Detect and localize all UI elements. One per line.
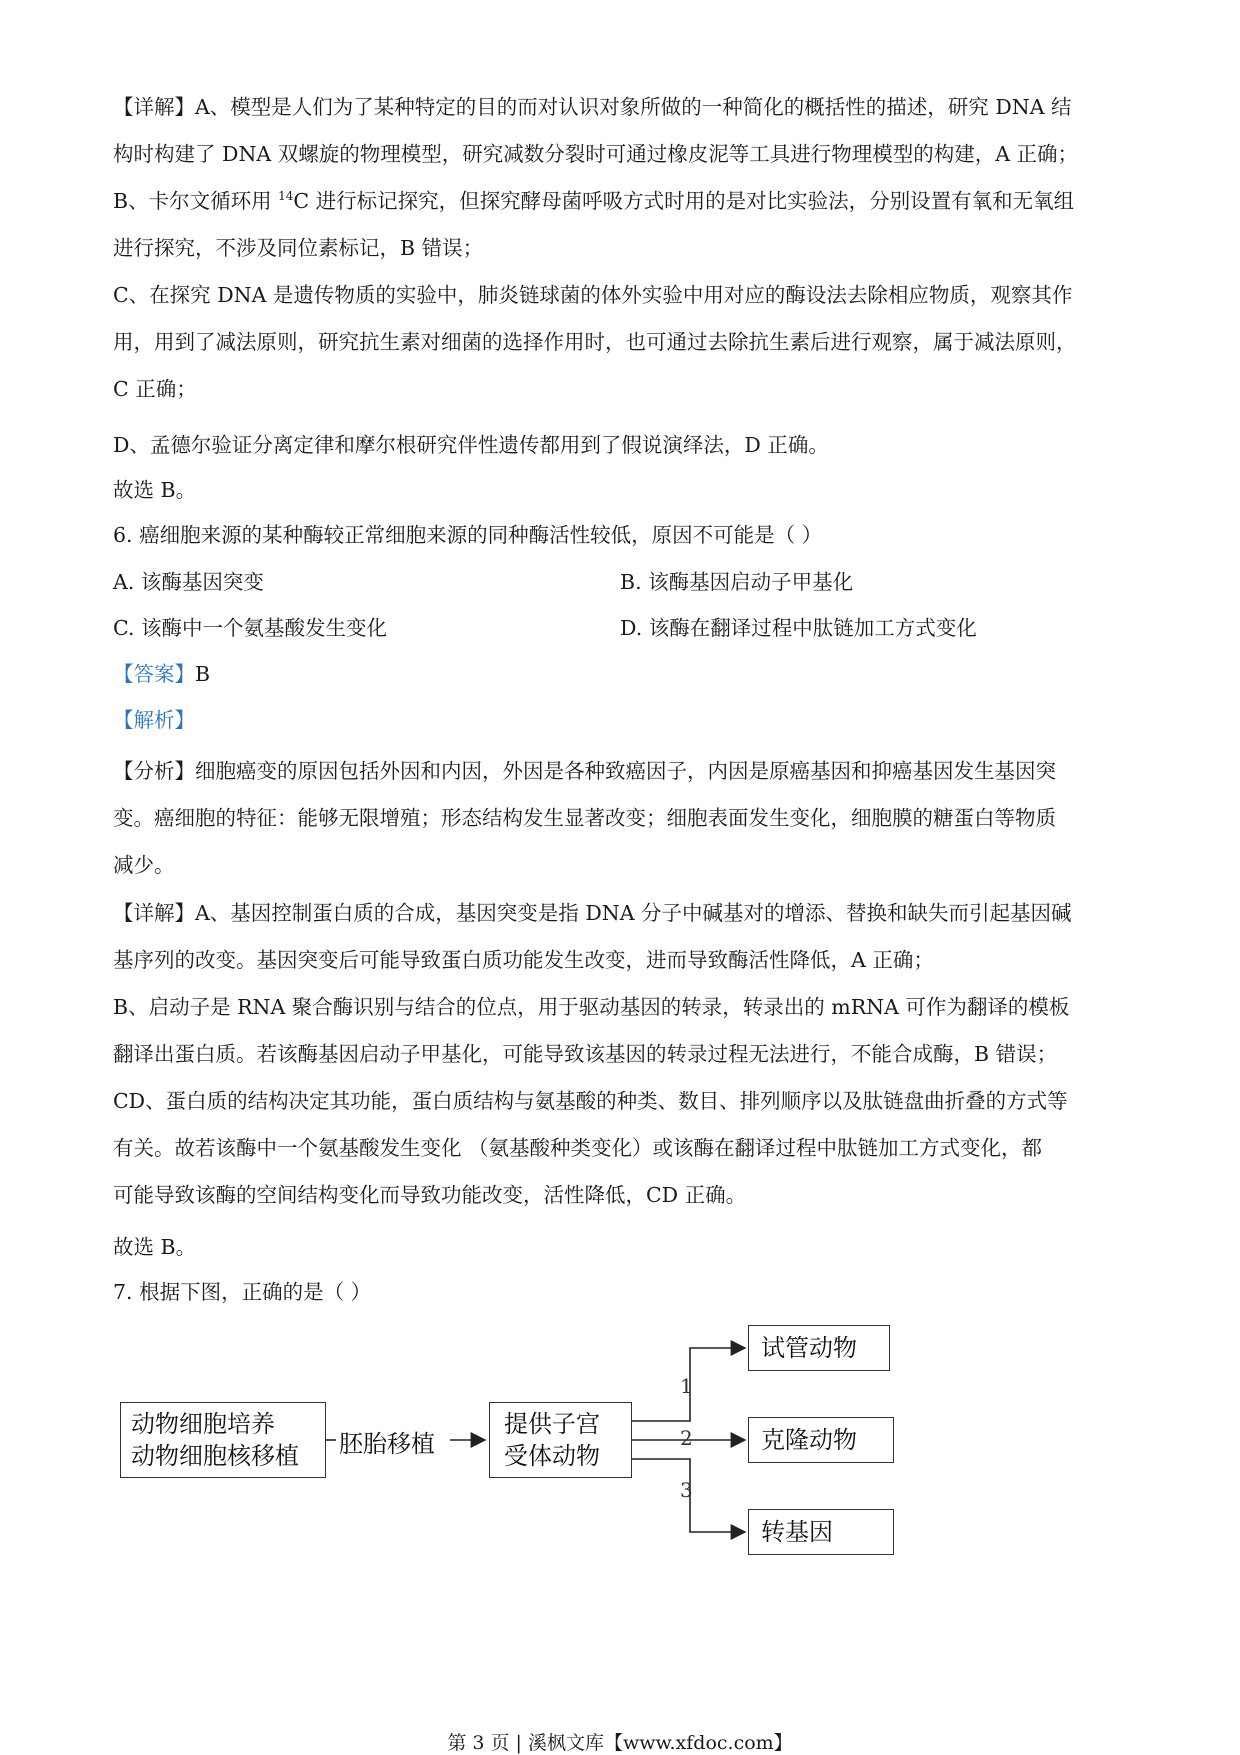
q5-conclusion: 故选 B。 (113, 478, 197, 502)
output-label: 克隆动物 (761, 1426, 857, 1454)
q7-flow-diagram (100, 1300, 920, 1580)
output-label: 试管动物 (761, 1334, 857, 1362)
q6-detail (113, 890, 1133, 1219)
answer-value: B (195, 662, 211, 686)
left-box-line: 动物细胞核移植 (131, 1442, 299, 1470)
q5-detail-line: 构时构建了 DNA 双螺旋的物理模型，研究减数分裂时可通过橡皮泥等工具进行物理模型的构建，A 正确； (113, 142, 1079, 166)
q6-option-a: A. 该酶基因突变 (113, 570, 264, 594)
q6-option-c: C. 该酶中一个氨基酸发生变化 (113, 616, 387, 640)
cloned-animal-box (748, 1417, 894, 1463)
branch-number-2: 2 (680, 1426, 693, 1450)
q6-option-d: D. 该酶在翻译过程中肽链加工方式变化 (620, 616, 977, 640)
q5-detail-line: C、在探究 DNA 是遗传物质的实验中，肺炎链球菌的体外实验中用对应的酶设法去除相应物质，观察其作 (113, 283, 1073, 307)
branch-number-1: 1 (680, 1374, 693, 1398)
q5-detail-b-line (113, 178, 1133, 225)
q6-option-b: B. 该酶基因启动子甲基化 (620, 570, 854, 594)
q6-detail-line: 可能导致该酶的空间结构变化而导致功能改变，活性降低，CD 正确。 (113, 1183, 747, 1207)
q5-detail-line: 进行探究，不涉及同位素标记，B 错误； (113, 236, 484, 260)
branch-number-3: 3 (680, 1478, 693, 1502)
page-footer: 第 3 页 | 溪枫文库【www.xfdoc.com】 (447, 1732, 793, 1754)
analysis-tag: 【解析】 (113, 708, 195, 732)
q6-analysis-line: 减少。 (113, 853, 175, 877)
q5-b-pre: B、卡尔文循环用 (113, 189, 279, 213)
embryo-transfer-label: 胚胎移植 (339, 1430, 435, 1458)
q6-detail-line: 基序列的改变。基因突变后可能导致蛋白质功能发生改变，进而导致酶活性降低，A 正确； (113, 948, 934, 972)
q5-detail-line: 【详解】A、模型是人们为了某种特定的目的而对认识对象所做的一种简化的概括性的描述，研究 DNA 结 (113, 95, 1072, 119)
transgenic-box (748, 1509, 894, 1555)
q5-detail-line: C 正确； (113, 377, 197, 401)
q6-conclusion: 故选 B。 (113, 1235, 197, 1259)
q6-answer (113, 659, 210, 689)
q5-b-post: C 进行标记探究，但探究酵母菌呼吸方式时用的是对比实验法，分别设置有氧和无氧组 (293, 189, 1075, 213)
q6-stem: 6. 癌细胞来源的某种酶较正常细胞来源的同种酶活性较低，原因不可能是（ ） (113, 523, 823, 547)
answer-tag: 【答案】 (113, 662, 195, 686)
middle-box-line: 受体动物 (504, 1442, 600, 1470)
recipient-animal-box (489, 1402, 632, 1478)
q5-detail-line: 用，用到了减法原则，研究抗生素对细菌的选择作用时，也可通过去除抗生素后进行观察，属于减法原则， (113, 330, 1077, 354)
middle-box-line: 提供子宫 (504, 1410, 600, 1438)
q6-detail-line: CD、蛋白质的结构决定其功能，蛋白质结构与氨基酸的种类、数目、排列顺序以及肽链盘曲折叠的方式等 (113, 1089, 1068, 1113)
q6-analysis-line: 【分析】细胞癌变的原因包括外因和内因，外因是各种致癌因子，内因是原癌基因和抑癌基因发生基因突 (113, 759, 1056, 783)
cell-culture-box (120, 1402, 326, 1478)
q7-stem: 7. 根据下图，正确的是（ ） (113, 1280, 372, 1304)
output-label: 转基因 (761, 1518, 833, 1546)
left-box-line: 动物细胞培养 (131, 1410, 275, 1438)
test-tube-animal-box (748, 1325, 890, 1371)
q6-analysis (113, 748, 1133, 889)
q5-detail (113, 84, 1133, 413)
q6-detail-line: 有关。故若该酶中一个氨基酸发生变化 （氨基酸种类变化）或该酶在翻译过程中肽链加工方式变化，都 (113, 1136, 1043, 1160)
q6-analysis-line: 变。癌细胞的特征：能够无限增殖；形态结构发生显著改变；细胞表面发生变化，细胞膜的糖蛋白等物质 (113, 806, 1056, 830)
q6-detail-line: 【详解】A、基因控制蛋白质的合成，基因突变是指 DNA 分子中碱基对的增添、替换和缺失而引起基因碱 (113, 901, 1072, 925)
isotope-superscript: 14 (278, 189, 294, 203)
q6-detail-line: B、启动子是 RNA 聚合酶识别与结合的位点，用于驱动基因的转录，转录出的 mRNA 可作为翻译的模板 (113, 995, 1070, 1019)
q5-detail-d: D、孟德尔验证分离定律和摩尔根研究伴性遗传都用到了假说演绎法，D 正确。 (113, 433, 829, 457)
q6-detail-line: 翻译出蛋白质。若该酶基因启动子甲基化，可能导致该基因的转录过程无法进行，不能合成酶，B 错误； (113, 1042, 1058, 1066)
